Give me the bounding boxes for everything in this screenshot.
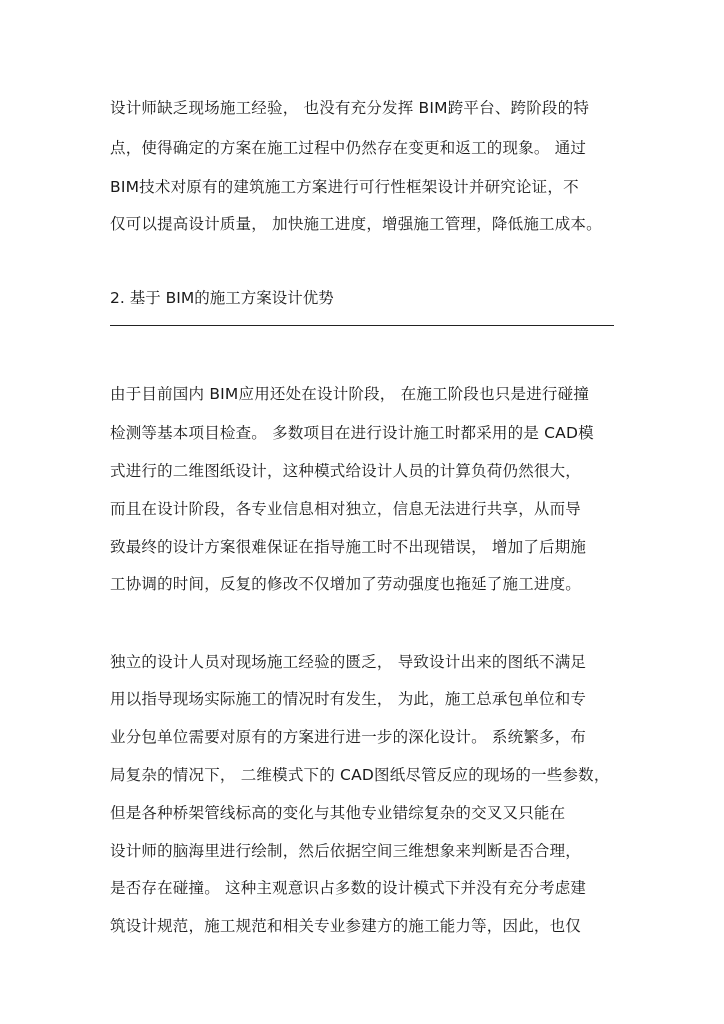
- paragraph1-line-4: 仅可以提高设计质量， 加快施工进度，增强施工管理，降低施工成本。: [110, 215, 602, 233]
- paragraph3-line-4: 局复杂的情况下， 二维模式下的 CAD图纸尽管反应的现场的一些参数，: [110, 766, 610, 784]
- paragraph3-line-7: 是否存在碰撞。 这种主观意识占多数的设计模式下并没有充分考虑建: [110, 879, 587, 897]
- section-heading: 2. 基于 BIM的施工方案设计优势: [110, 289, 334, 307]
- paragraph1-line-2: 点，使得确定的方案在施工过程中仍然存在变更和返工的现象。 通过: [110, 139, 587, 157]
- paragraph3-line-1: 独立的设计人员对现场施工经验的匮乏， 导致设计出来的图纸不满足: [110, 653, 587, 671]
- paragraph2-line-6: 工协调的时间，反复的修改不仅增加了劳动强度也拖延了施工进度。: [110, 575, 582, 593]
- paragraph3-line-8: 筑设计规范，施工规范和相关专业参建方的施工能力等，因此，也仅: [110, 917, 582, 935]
- heading-divider: [110, 325, 614, 326]
- paragraph3-line-3: 业分包单位需要对原有的方案进行进一步的深化设计。 系统繁多，布: [110, 728, 587, 746]
- paragraph2-line-2: 检测等基本项目检查。 多数项目在进行设计施工时都采用的是 CAD模: [110, 424, 594, 442]
- paragraph2-line-5: 致最终的设计方案很难保证在指导施工时不出现错误， 增加了后期施: [110, 538, 587, 556]
- paragraph2-line-4: 而且在设计阶段，各专业信息相对独立，信息无法进行共享，从而导: [110, 500, 582, 518]
- paragraph1-line-1: 设计师缺乏现场施工经验， 也没有充分发挥 BIM跨平台、跨阶段的特: [110, 99, 590, 117]
- paragraph3-line-6: 设计师的脑海里进行绘制，然后依据空间三维想象来判断是否合理，: [110, 842, 582, 860]
- paragraph3-line-2: 用以指导现场实际施工的情况时有发生， 为此，施工总承包单位和专: [110, 690, 587, 708]
- paragraph2-line-3: 式进行的二维图纸设计，这种模式给设计人员的计算负荷仍然很大，: [110, 462, 582, 480]
- paragraph1-line-3: BIM技术对原有的建筑施工方案进行可行性框架设计并研究论证，不: [110, 178, 579, 196]
- paragraph3-line-5: 但是各种桥架管线标高的变化与其他专业错综复杂的交叉又只能在: [110, 804, 566, 822]
- paragraph2-line-1: 由于目前国内 BIM应用还处在设计阶段， 在施工阶段也只是进行碰撞: [110, 385, 590, 403]
